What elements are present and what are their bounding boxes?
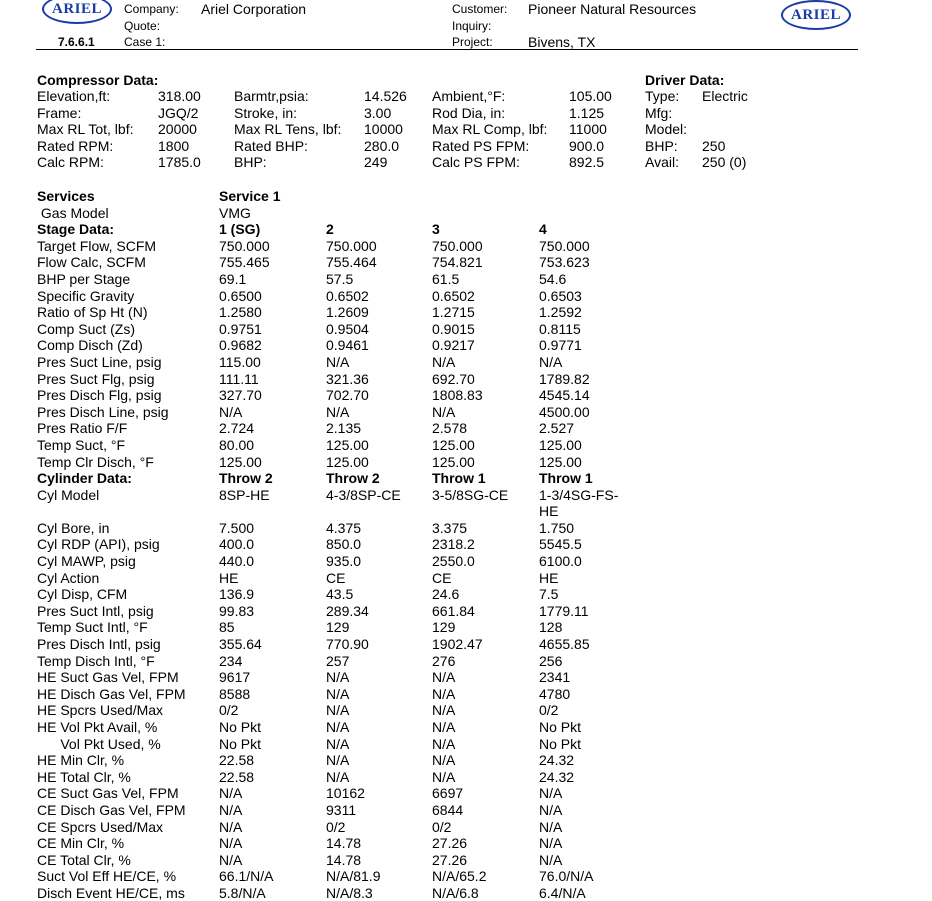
- row-cell: 1789.82: [539, 370, 590, 387]
- compressor-field-value: 892.5: [569, 154, 605, 171]
- row-label: CE Disch Gas Vel, FPM: [37, 802, 186, 818]
- row-label: Pres Ratio F/F: [37, 420, 128, 437]
- row-label: Pres Suct Flg, psig: [37, 370, 155, 387]
- row-label: Pres Suct Intl, psig: [37, 602, 154, 619]
- row-cell: N/A: [432, 702, 456, 719]
- customer-value: Pioneer Natural Resources: [528, 1, 697, 17]
- row-cell: 2.578: [432, 420, 468, 437]
- compressor-field-value: 10000: [364, 121, 403, 138]
- row-cell: N/A: [432, 719, 456, 735]
- row-cell: 8SP-HE: [219, 486, 270, 503]
- driver-field-label: Avail:: [645, 154, 679, 171]
- compressor-field-label: Barmtr,psia:: [234, 88, 309, 104]
- row-cell: 1.2609: [326, 304, 369, 321]
- row-cell: CE: [432, 569, 452, 586]
- row-cell: 136.9: [219, 586, 255, 603]
- row-cell: No Pkt: [539, 719, 582, 735]
- row-cell: N/A: [326, 768, 350, 785]
- row-label: Temp Suct, °F: [37, 437, 126, 453]
- row-cell: 355.64: [219, 636, 262, 652]
- row-cell: 61.5: [432, 271, 460, 287]
- row-cell: 4.375: [326, 519, 362, 536]
- row-cell: N/A/8.3: [326, 885, 373, 901]
- compressor-field-value: 105.00: [569, 88, 612, 104]
- driver-field-value: 250: [702, 137, 726, 154]
- row-cell: No Pkt: [539, 735, 582, 752]
- row-cell: Throw 1: [539, 470, 593, 487]
- row-cell: 9311: [326, 802, 357, 818]
- row-label: Target Flow, SCFM: [37, 237, 157, 254]
- driver-field-value: 250 (0): [702, 154, 747, 171]
- compressor-field-label: Rated BHP:: [234, 137, 308, 154]
- row-cell: Throw 2: [326, 470, 380, 487]
- row-cell: 2.527: [539, 420, 575, 437]
- compressor-field-label: Rated RPM:: [37, 137, 114, 154]
- row-label: CE Min Clr, %: [37, 835, 125, 852]
- row-label: Specific Gravity: [37, 287, 135, 304]
- compressor-field-value: 280.0: [364, 137, 400, 154]
- compressor-field-label: Rod Dia, in:: [432, 104, 506, 121]
- row-cell: 3: [432, 221, 440, 238]
- row-cell: 2.135: [326, 420, 362, 437]
- row-label: Cyl MAWP, psig: [37, 553, 136, 569]
- row-cell: HE: [219, 569, 239, 586]
- compressor-field-label: Max RL Comp, lbf:: [432, 121, 548, 138]
- row-cell: 0.8115: [539, 320, 581, 337]
- compressor-field-label: Elevation,ft:: [37, 88, 111, 104]
- row-cell: 750.000: [432, 237, 483, 254]
- row-cell: 0.9461: [326, 337, 369, 354]
- row-cell: 0.9771: [539, 337, 582, 354]
- row-cell: 400.0: [219, 536, 255, 553]
- row-cell: 0.6500: [219, 287, 262, 304]
- compressor-field-value: 1800: [158, 137, 190, 154]
- row-cell: 2341: [539, 669, 571, 686]
- row-cell: N/A: [219, 403, 243, 420]
- row-cell: 321.36: [326, 370, 369, 387]
- row-label: Services: [37, 188, 95, 204]
- row-cell: N/A: [219, 785, 243, 802]
- row-label: HE Total Clr, %: [37, 768, 131, 785]
- row-cell: 750.000: [539, 237, 590, 254]
- row-label: Pres Suct Line, psig: [37, 354, 162, 370]
- row-cell: 0/2: [539, 702, 559, 719]
- row-label: Vol Pkt Used, %: [37, 735, 161, 752]
- row-cell: N/A: [539, 818, 563, 835]
- row-cell: N/A: [432, 752, 456, 769]
- row-cell: 5.8/N/A: [219, 885, 266, 901]
- row-label: Cyl Bore, in: [37, 519, 110, 536]
- row-cell: 661.84: [432, 602, 475, 619]
- compressor-field-label: Frame:: [37, 104, 82, 121]
- row-cell: 99.83: [219, 602, 255, 619]
- compressor-field-label: Calc PS FPM:: [432, 154, 520, 171]
- row-cell: 24.32: [539, 752, 575, 769]
- row-label: Comp Suct (Zs): [37, 320, 136, 337]
- row-label: CE Spcrs Used/Max: [37, 818, 164, 835]
- row-cell: 4: [539, 221, 547, 238]
- row-cell: 129: [326, 619, 350, 636]
- row-cell: 9617: [219, 669, 251, 686]
- row-cell: Throw 1: [432, 470, 486, 487]
- row-cell: 24.32: [539, 768, 575, 785]
- row-cell: 257: [326, 652, 350, 669]
- row-cell: 14.78: [326, 835, 362, 852]
- row-label: Pres Disch Intl, psig: [37, 636, 161, 652]
- inquiry-label: Inquiry:: [452, 19, 492, 33]
- section-number: 7.6.6.1: [58, 35, 95, 49]
- row-cell: 4655.85: [539, 636, 590, 652]
- row-cell: 0/2: [326, 818, 346, 835]
- row-label: HE Suct Gas Vel, FPM: [37, 669, 179, 686]
- row-label: Cylinder Data:: [37, 470, 132, 487]
- compressor-field-label: Stroke, in:: [234, 104, 298, 121]
- row-cell: N/A: [326, 685, 350, 702]
- row-label: HE Spcrs Used/Max: [37, 702, 164, 719]
- row-cell: 935.0: [326, 553, 362, 569]
- compressor-field-label: Max RL Tot, lbf:: [37, 121, 134, 138]
- row-cell: N/A: [326, 354, 350, 370]
- row-cell: 0.6503: [539, 287, 582, 304]
- row-cell: 755.465: [219, 254, 270, 271]
- row-cell: Service 1: [219, 188, 281, 204]
- row-cell: 22.58: [219, 752, 255, 769]
- row-cell: 69.1: [219, 271, 247, 287]
- compressor-field-value: 20000: [158, 121, 197, 138]
- row-cell: 2318.2: [432, 536, 475, 553]
- row-label: Flow Calc, SCFM: [37, 254, 146, 271]
- row-cell: N/A: [219, 818, 243, 835]
- row-cell: 327.70: [219, 387, 262, 404]
- compressor-field-label: Ambient,°F:: [432, 88, 506, 104]
- compressor-field-value: 318.00: [158, 88, 201, 104]
- row-cell: 1.750: [539, 519, 575, 536]
- row-cell: N/A: [326, 735, 350, 752]
- row-cell: 0.6502: [432, 287, 475, 304]
- row-cell: 0.9504: [326, 320, 369, 337]
- row-label: HE Min Clr, %: [37, 752, 125, 769]
- compressor-field-value: 14.526: [364, 88, 407, 104]
- row-cell: 10162: [326, 785, 365, 802]
- row-cell: N/A: [432, 685, 456, 702]
- row-cell: 2.724: [219, 420, 255, 437]
- row-cell: 125.00: [432, 453, 475, 470]
- row-cell: 1902.47: [432, 636, 483, 652]
- row-cell: 24.6: [432, 586, 460, 603]
- row-cell: 5545.5: [539, 536, 582, 553]
- row-label: Comp Disch (Zd): [37, 337, 143, 354]
- row-cell: 750.000: [219, 237, 270, 254]
- compressor-field-value: 249: [364, 154, 388, 171]
- compressor-field-label: Rated PS FPM:: [432, 137, 530, 154]
- row-cell: 14.78: [326, 851, 362, 868]
- row-cell: 770.90: [326, 636, 369, 652]
- row-label: Disch Event HE/CE, ms: [37, 885, 185, 901]
- row-cell: N/A: [326, 403, 350, 420]
- row-cell: N/A: [432, 768, 456, 785]
- ariel-logo-left: ARIEL: [42, 0, 112, 24]
- row-cell: 0.9217: [432, 337, 475, 354]
- row-cell: 3.375: [432, 519, 468, 536]
- compressor-field-value: JGQ/2: [158, 104, 199, 121]
- row-cell: N/A/6.8: [432, 885, 479, 901]
- row-cell: 6844: [432, 802, 464, 818]
- row-cell: 6100.0: [539, 553, 582, 569]
- row-cell: N/A: [539, 851, 563, 868]
- row-cell: 6.4/N/A: [539, 885, 586, 901]
- compressor-field-label: BHP:: [234, 154, 267, 171]
- row-cell: 1779.11: [539, 602, 589, 619]
- row-cell: 22.58: [219, 768, 255, 785]
- row-cell: HE: [539, 569, 559, 586]
- row-label: CE Total Clr, %: [37, 851, 131, 868]
- row-label: Cyl RDP (API), psig: [37, 536, 160, 553]
- row-cell: N/A: [539, 835, 563, 852]
- row-cell-wrap: HE: [539, 502, 559, 519]
- row-label: Pres Disch Flg, psig: [37, 387, 162, 404]
- row-cell: 0/2: [432, 818, 452, 835]
- row-cell: 4545.14: [539, 387, 590, 404]
- row-cell: N/A: [539, 802, 563, 818]
- row-cell: 7.5: [539, 586, 559, 603]
- row-cell: 85: [219, 619, 235, 636]
- row-label: Suct Vol Eff HE/CE, %: [37, 868, 177, 885]
- row-cell: N/A: [432, 354, 456, 370]
- row-label: Stage Data:: [37, 221, 115, 238]
- row-cell: 7.500: [219, 519, 255, 536]
- row-cell: 1.2715: [432, 304, 475, 321]
- row-label: Cyl Action: [37, 569, 100, 586]
- row-cell: 440.0: [219, 553, 255, 569]
- row-cell: 1-3/4SG-FS-: [539, 486, 619, 503]
- row-cell: 692.70: [432, 370, 475, 387]
- row-label: Cyl Disp, CFM: [37, 586, 128, 603]
- row-cell: 4780: [539, 685, 571, 702]
- row-cell: 256: [539, 652, 563, 669]
- row-cell: 702.70: [326, 387, 369, 404]
- row-cell: 755.464: [326, 254, 377, 271]
- row-cell: N/A: [326, 752, 350, 769]
- row-cell: 27.26: [432, 851, 468, 868]
- row-cell: N/A/81.9: [326, 868, 381, 885]
- row-cell: N/A: [539, 785, 563, 802]
- row-cell: N/A: [432, 403, 456, 420]
- row-cell: 125.00: [219, 453, 262, 470]
- row-label: Ratio of Sp Ht (N): [37, 304, 148, 321]
- row-cell: 76.0/N/A: [539, 868, 594, 885]
- row-cell: 2: [326, 221, 334, 238]
- row-cell: 43.5: [326, 586, 354, 603]
- row-cell: 2550.0: [432, 553, 475, 569]
- compressor-data-title: Compressor Data:: [37, 72, 159, 88]
- case-label: Case 1:: [124, 35, 166, 49]
- row-cell: 125.00: [326, 453, 369, 470]
- driver-data-title: Driver Data:: [645, 72, 725, 88]
- row-cell: N/A: [539, 354, 563, 370]
- row-label: HE Vol Pkt Avail, %: [37, 719, 158, 735]
- row-cell: N/A: [326, 719, 350, 735]
- row-cell: 753.623: [539, 254, 590, 271]
- row-label: Cyl Model: [37, 486, 100, 503]
- row-cell: 1808.83: [432, 387, 483, 404]
- row-label: Temp Disch Intl, °F: [37, 652, 155, 669]
- row-cell: No Pkt: [219, 735, 262, 752]
- row-cell: N/A: [432, 735, 456, 752]
- quote-label: Quote:: [124, 19, 161, 33]
- row-cell: N/A: [219, 835, 243, 852]
- row-cell: 54.6: [539, 271, 567, 287]
- row-label: BHP per Stage: [37, 271, 131, 287]
- driver-field-label: Model:: [645, 121, 688, 138]
- row-cell: VMG: [219, 204, 251, 221]
- row-cell: N/A: [432, 669, 456, 686]
- row-cell: 0.6502: [326, 287, 369, 304]
- row-cell: 234: [219, 652, 243, 669]
- row-cell: 115.00: [219, 354, 261, 370]
- row-cell: 80.00: [219, 437, 255, 453]
- row-cell: 0.9751: [219, 320, 262, 337]
- row-cell: 8588: [219, 685, 251, 702]
- row-cell: 750.000: [326, 237, 377, 254]
- row-cell: Throw 2: [219, 470, 273, 487]
- row-cell: 125.00: [539, 437, 582, 453]
- row-label: HE Disch Gas Vel, FPM: [37, 685, 186, 702]
- row-cell: 125.00: [539, 453, 582, 470]
- compressor-field-value: 11000: [569, 121, 607, 138]
- row-cell: 111.11: [219, 370, 259, 387]
- row-cell: N/A: [219, 802, 243, 818]
- compressor-field-value: 900.0: [569, 137, 605, 154]
- row-cell: 289.34: [326, 602, 369, 619]
- row-cell: 27.26: [432, 835, 468, 852]
- row-cell: CE: [326, 569, 346, 586]
- row-cell: 125.00: [432, 437, 475, 453]
- compressor-field-label: Max RL Tens, lbf:: [234, 121, 342, 138]
- row-cell: 276: [432, 652, 456, 669]
- compressor-field-label: Calc RPM:: [37, 154, 104, 171]
- compressor-field-value: 3.00: [364, 104, 392, 121]
- row-label: Temp Suct Intl, °F: [37, 619, 148, 636]
- driver-field-value: Electric: [702, 88, 748, 104]
- driver-field-label: Type:: [645, 88, 680, 104]
- row-cell: 4-3/8SP-CE: [326, 486, 401, 503]
- row-cell: 0.9015: [432, 320, 475, 337]
- project-label: Project:: [452, 35, 493, 49]
- row-cell: 125.00: [326, 437, 369, 453]
- row-cell: No Pkt: [219, 719, 262, 735]
- row-cell: N/A/65.2: [432, 868, 487, 885]
- row-cell: 1.2592: [539, 304, 582, 321]
- compressor-field-value: 1785.0: [158, 154, 201, 171]
- row-cell: N/A: [326, 702, 350, 719]
- row-cell: 1 (SG): [219, 221, 261, 238]
- row-cell: N/A: [326, 669, 350, 686]
- row-cell: 128: [539, 619, 563, 636]
- row-cell: 850.0: [326, 536, 362, 553]
- compressor-field-value: 1.125: [569, 104, 605, 121]
- customer-label: Customer:: [452, 2, 508, 16]
- driver-field-label: BHP:: [645, 137, 678, 154]
- header-divider: [36, 49, 858, 50]
- row-cell: 0/2: [219, 702, 239, 719]
- driver-field-label: Mfg:: [645, 104, 673, 121]
- ariel-logo-right: ARIEL: [781, 0, 851, 30]
- row-label: Gas Model: [37, 204, 109, 221]
- row-cell: 3-5/8SG-CE: [432, 486, 509, 503]
- row-cell: 4500.00: [539, 403, 590, 420]
- row-cell: 754.821: [432, 254, 483, 271]
- project-value: Bivens, TX: [528, 34, 596, 50]
- row-label: Temp Clr Disch, °F: [37, 453, 154, 470]
- company-value: Ariel Corporation: [201, 1, 307, 17]
- row-cell: 66.1/N/A: [219, 868, 274, 885]
- row-label: CE Suct Gas Vel, FPM: [37, 785, 179, 802]
- row-cell: 6697: [432, 785, 464, 802]
- row-cell: 129: [432, 619, 456, 636]
- company-label: Company:: [124, 2, 179, 16]
- row-cell: 57.5: [326, 271, 354, 287]
- row-cell: N/A: [219, 851, 243, 868]
- row-cell: 0.9682: [219, 337, 262, 354]
- row-cell: 1.2580: [219, 304, 262, 321]
- row-label: Pres Disch Line, psig: [37, 403, 169, 420]
